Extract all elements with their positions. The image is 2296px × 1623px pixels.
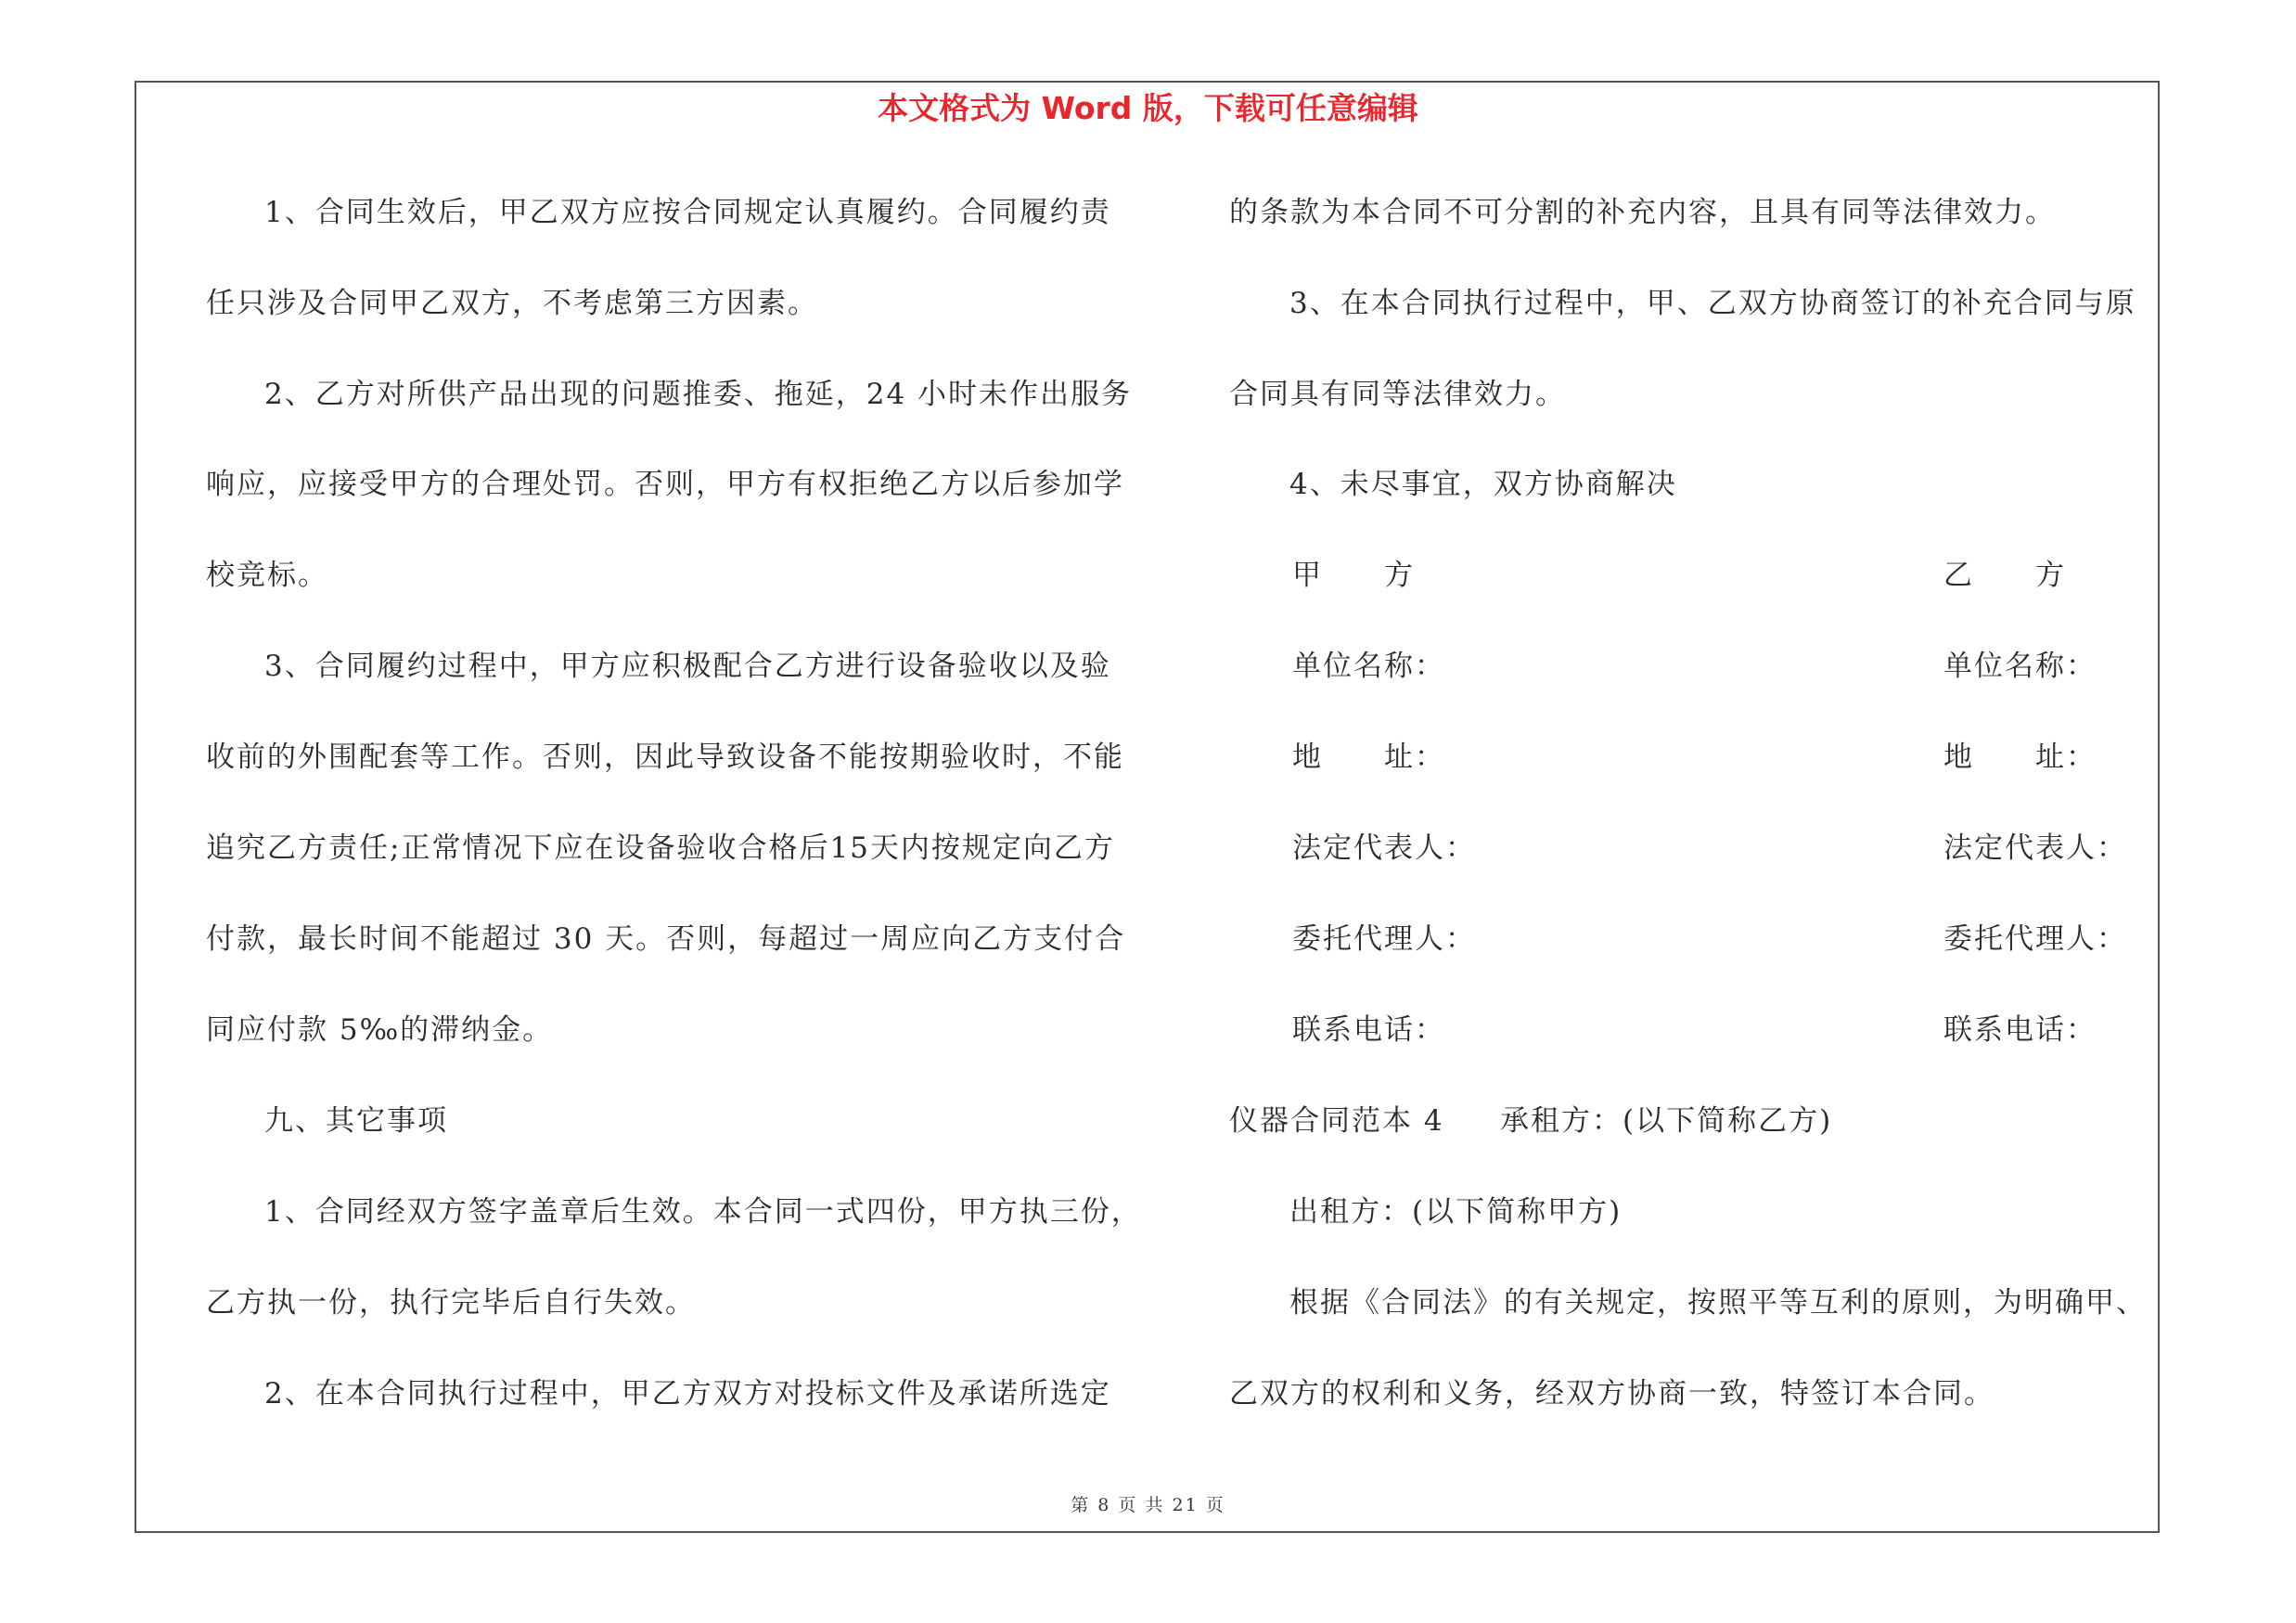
party-a-legal-rep: 法定代表人：: [1292, 831, 1476, 865]
page-number: 第 8 页 共 21 页: [1071, 1495, 1225, 1515]
left-line-12: 1、合同经双方签字盖章后生效。本合同一式四份，甲方执三份，: [264, 1195, 1142, 1229]
contract4-intro-line-1: 根据《合同法》的有关规定，按照平等互利的原则，为明确甲、: [1289, 1286, 2147, 1320]
party-b-company-name: 单位名称：: [1943, 650, 2097, 683]
right-line-2: 3、在本合同执行过程中，甲、乙双方协商签订的补充合同与原: [1289, 287, 2136, 320]
party-b-title: 乙 方: [1943, 559, 2066, 592]
right-line-4: 4、未尽事宜，双方协商解决: [1289, 468, 1677, 501]
party-a-agent: 委托代理人：: [1292, 922, 1476, 956]
left-line-1: 1、合同生效后，甲乙双方应按合同规定认真履约。合同履约责: [264, 196, 1111, 229]
party-a-address: 地 址：: [1292, 741, 1445, 774]
left-line-3: 2、乙方对所供产品出现的问题推委、拖延，24 小时未作出服务: [264, 378, 1133, 411]
party-a-title: 甲 方: [1292, 559, 1415, 592]
right-line-1: 的条款为本合同不可分割的补充内容，且具有同等法律效力。: [1229, 196, 2056, 229]
left-line-10: 同应付款 5‰的滞纳金。: [206, 1013, 554, 1047]
format-banner: 本文格式为 Word 版，下载可任意编辑: [878, 90, 1418, 126]
left-line-13: 乙方执一份，执行完毕后自行失效。: [206, 1286, 696, 1320]
party-b-agent: 委托代理人：: [1943, 922, 2127, 956]
party-a-phone: 联系电话：: [1292, 1013, 1445, 1047]
left-line-2: 任只涉及合同甲乙双方，不考虑第三方因素。: [206, 287, 818, 320]
contract4-lessor: 出租方：(以下简称甲方): [1289, 1195, 1623, 1229]
contract4-title: 仪器合同范本 4: [1229, 1104, 1444, 1138]
left-line-4: 响应，应接受甲方的合理处罚。否则，甲方有权拒绝乙方以后参加学: [206, 468, 1124, 501]
party-b-legal-rep: 法定代表人：: [1943, 831, 2127, 865]
section-heading: 九、其它事项: [264, 1104, 448, 1138]
left-line-7: 收前的外围配套等工作。否则，因此导致设备不能按期验收时，不能: [206, 741, 1124, 774]
left-line-5: 校竞标。: [206, 559, 328, 592]
party-a-company-name: 单位名称：: [1292, 650, 1445, 683]
party-b-phone: 联系电话：: [1943, 1013, 2097, 1047]
left-line-8: 追究乙方责任;正常情况下应在设备验收合格后15天内按规定向乙方: [206, 831, 1115, 865]
contract4-lessee: 承租方：(以下简称乙方): [1500, 1104, 1833, 1138]
left-line-14: 2、在本合同执行过程中，甲乙方双方对投标文件及承诺所选定: [264, 1377, 1111, 1410]
party-b-address: 地 址：: [1943, 741, 2097, 774]
contract4-intro-line-2: 乙双方的权利和义务，经双方协商一致，特签订本合同。: [1229, 1377, 1995, 1410]
left-line-6: 3、合同履约过程中，甲方应积极配合乙方进行设备验收以及验: [264, 650, 1111, 683]
right-line-3: 合同具有同等法律效力。: [1229, 378, 1566, 411]
left-line-9: 付款，最长时间不能超过 30 天。否则，每超过一周应向乙方支付合: [206, 922, 1126, 956]
